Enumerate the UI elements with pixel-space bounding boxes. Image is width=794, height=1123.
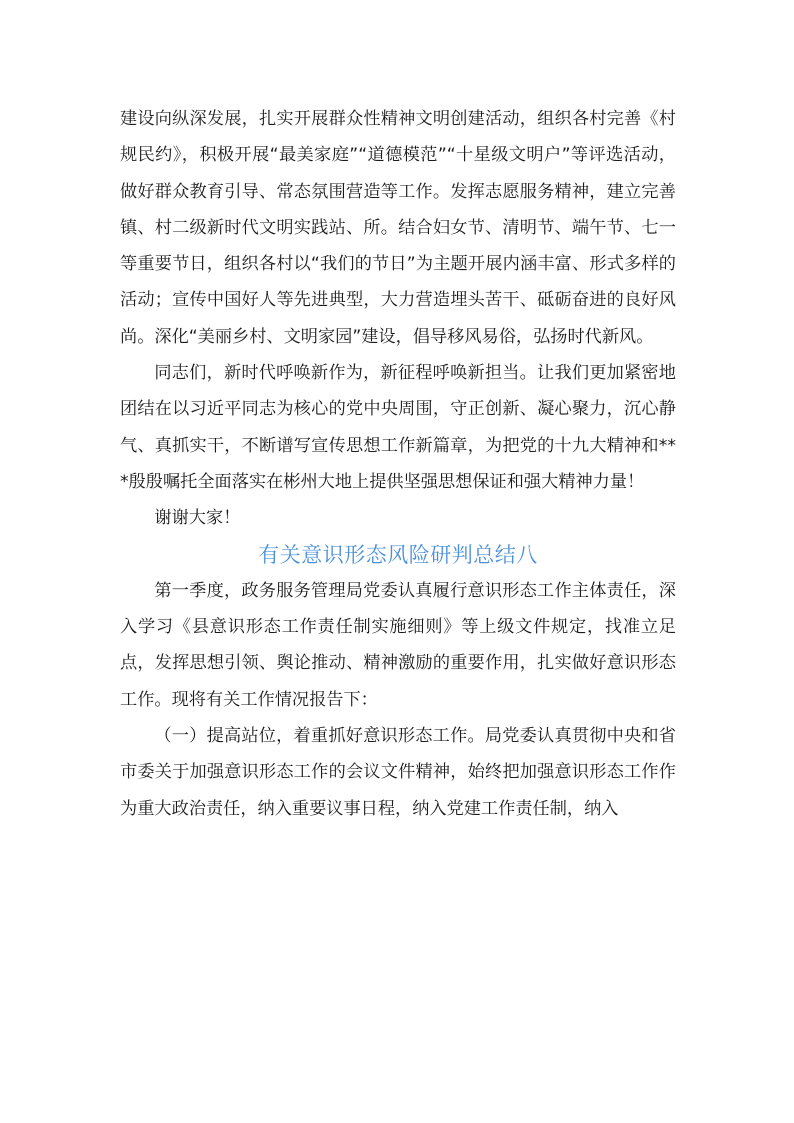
paragraph-continuation: 建设向纵深发展，扎实开展群众性精神文明创建活动，组织各村完善《村规民约》，积极开展“最美家庭”“道德模范”“十星级文明户”等评选活动，做好群众教育引导、常态氛围营造等工作。发挥志愿服务精神，建立完善镇、村二级新时代文明实践站、所。结合妇女节、清明节、端午节、七一等重要节日，组织各村以“我们的节日”为主题开展内涵丰富、形式多样的活动；宣传中国好人等先进典型，大力营造埋头苦干、砥砺奋进的良好风尚。深化“美丽乡村、文明家园”建设，倡导移风易俗，弘扬时代新风。 <box>120 109 676 347</box>
paragraph-closing-remarks: 同志们，新时代呼唤新作为，新征程呼唤新担当。让我们更加紧密地团结在以习近平同志为核心的党中央周围，守正创新、凝心聚力，沉心静气、真抓实干，不断谱写宣传思想工作新篇章，为把党的十九大精神和***殷殷嘱托全面落实在彬州大地上提供坚强思想保证和强大精神力量！ <box>120 363 676 492</box>
paragraph-thanks: 谢谢大家！ <box>154 508 241 529</box>
document-page <box>120 101 676 827</box>
paragraph-intro: 第一季度，政务服务管理局党委认真履行意识形态工作主体责任，深入学习《县意识形态工作责任制实施细则》等上级文件规定，找准立足点，发挥思想引领、舆论推动、精神激励的重要作用，扎实做好意识形态工作。现将有关工作情况报告下： <box>120 580 676 710</box>
section-heading: 有关意识形态风险研判总结八 <box>258 542 538 567</box>
paragraph-point-one: （一）提高站位，着重抓好意识形态工作。局党委认真贯彻中央和省市委关于加强意识形态工作的会议文件精神，始终把加强意识形态工作作为重大政治责任，纳入重要议事日程，纳入党建工作责任制，纳入 <box>120 726 676 819</box>
